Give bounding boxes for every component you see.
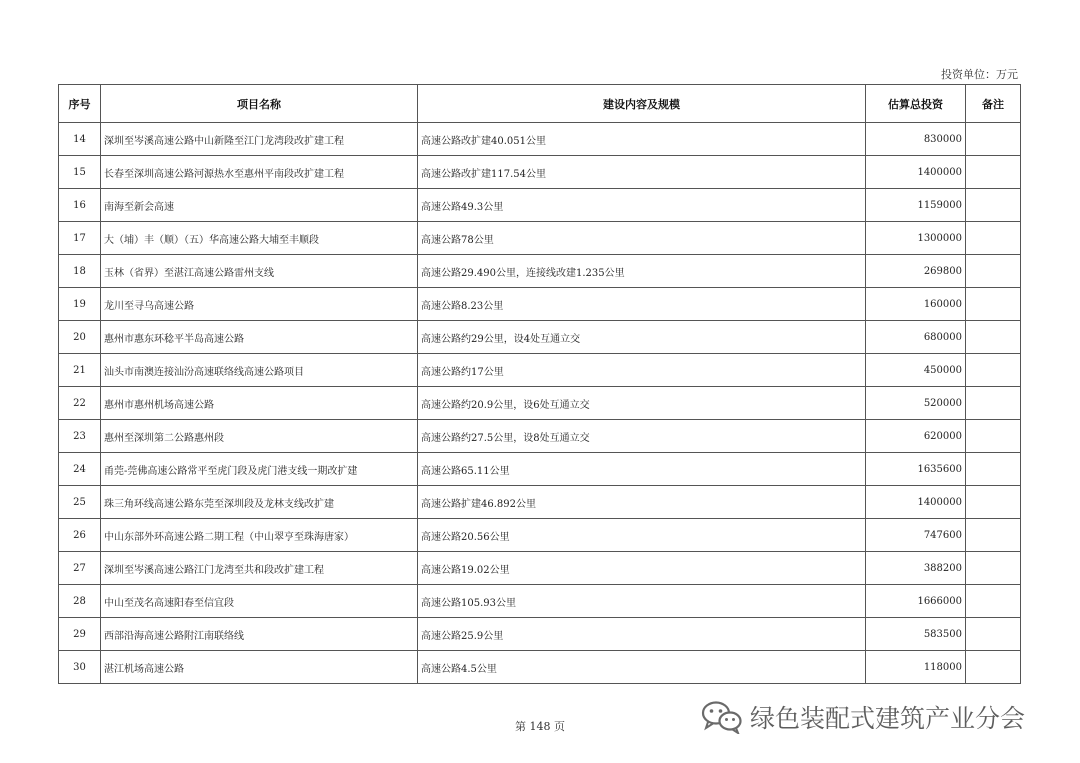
cell-estimated-investment: 1400000 — [866, 486, 966, 519]
cell-construction-scope: 高速公路4.5公里 — [418, 651, 866, 684]
cell-seq: 25 — [59, 486, 101, 519]
header-seq: 序号 — [59, 85, 101, 123]
cell-project-name: 深圳至岑溪高速公路江门龙湾至共和段改扩建工程 — [101, 552, 418, 585]
cell-note — [966, 255, 1021, 288]
table-row — [59, 321, 1021, 354]
cell-note — [966, 321, 1021, 354]
watermark — [700, 699, 1025, 735]
cell-estimated-investment: 1159000 — [866, 189, 966, 222]
cell-project-name: 惠州至深圳第二公路惠州段 — [101, 420, 418, 453]
cell-construction-scope: 高速公路约29公里，设4处互通立交 — [418, 321, 866, 354]
cell-construction-scope: 高速公路8.23公里 — [418, 288, 866, 321]
cell-project-name: 中山东部外环高速公路二期工程（中山翠亨至珠海唐家） — [101, 519, 418, 552]
cell-construction-scope: 高速公路105.93公里 — [418, 585, 866, 618]
cell-seq: 27 — [59, 552, 101, 585]
cell-seq: 29 — [59, 618, 101, 651]
cell-construction-scope: 高速公路20.56公里 — [418, 519, 866, 552]
cell-seq: 14 — [59, 123, 101, 156]
cell-construction-scope: 高速公路改扩建40.051公里 — [418, 123, 866, 156]
cell-note — [966, 354, 1021, 387]
cell-seq: 18 — [59, 255, 101, 288]
table-row — [59, 453, 1021, 486]
cell-project-name: 甬莞-莞佛高速公路常平至虎门段及虎门港支线一期改扩建 — [101, 453, 418, 486]
cell-construction-scope: 高速公路29.490公里，连接线改建1.235公里 — [418, 255, 866, 288]
cell-project-name: 中山至茂名高速阳春至信宜段 — [101, 585, 418, 618]
page-number: 第 148 页 — [515, 720, 565, 733]
header-project-name: 项目名称 — [101, 85, 418, 123]
cell-project-name: 惠州市惠东环稔平半岛高速公路 — [101, 321, 418, 354]
cell-note — [966, 387, 1021, 420]
cell-estimated-investment: 583500 — [866, 618, 966, 651]
cell-estimated-investment: 747600 — [866, 519, 966, 552]
cell-estimated-investment: 830000 — [866, 123, 966, 156]
table-row — [59, 519, 1021, 552]
table-row — [59, 618, 1021, 651]
cell-construction-scope: 高速公路约17公里 — [418, 354, 866, 387]
header-construction-scope: 建设内容及规模 — [418, 85, 866, 123]
wechat-icon — [700, 700, 744, 734]
cell-note — [966, 123, 1021, 156]
cell-note — [966, 156, 1021, 189]
table-row — [59, 255, 1021, 288]
cell-project-name: 玉林（省界）至湛江高速公路雷州支线 — [101, 255, 418, 288]
cell-project-name: 南海至新会高速 — [101, 189, 418, 222]
table-row — [59, 288, 1021, 321]
cell-estimated-investment: 1400000 — [866, 156, 966, 189]
cell-note — [966, 651, 1021, 684]
cell-project-name: 西部沿海高速公路附江南联络线 — [101, 618, 418, 651]
table-row — [59, 420, 1021, 453]
cell-construction-scope: 高速公路改扩建117.54公里 — [418, 156, 866, 189]
cell-note — [966, 288, 1021, 321]
table-row — [59, 585, 1021, 618]
cell-seq: 20 — [59, 321, 101, 354]
cell-seq: 22 — [59, 387, 101, 420]
cell-note — [966, 453, 1021, 486]
cell-project-name: 深圳至岑溪高速公路中山新隆至江门龙湾段改扩建工程 — [101, 123, 418, 156]
cell-construction-scope: 高速公路扩建46.892公里 — [418, 486, 866, 519]
table-row — [59, 552, 1021, 585]
cell-construction-scope: 高速公路19.02公里 — [418, 552, 866, 585]
table-row — [59, 387, 1021, 420]
cell-construction-scope: 高速公路65.11公里 — [418, 453, 866, 486]
table-row — [59, 651, 1021, 684]
cell-seq: 17 — [59, 222, 101, 255]
cell-estimated-investment: 1635600 — [866, 453, 966, 486]
table-row — [59, 222, 1021, 255]
cell-note — [966, 420, 1021, 453]
table-header-row — [59, 85, 1021, 123]
cell-project-name: 大（埔）丰（顺）（五）华高速公路大埔至丰顺段 — [101, 222, 418, 255]
cell-estimated-investment: 1666000 — [866, 585, 966, 618]
cell-construction-scope: 高速公路约20.9公里，设6处互通立交 — [418, 387, 866, 420]
cell-estimated-investment: 160000 — [866, 288, 966, 321]
cell-estimated-investment: 388200 — [866, 552, 966, 585]
cell-seq: 23 — [59, 420, 101, 453]
table-body — [59, 123, 1021, 684]
table-row — [59, 189, 1021, 222]
cell-seq: 28 — [59, 585, 101, 618]
watermark-text: 绿色装配式建筑产业分会 — [750, 704, 1026, 733]
cell-estimated-investment: 269800 — [866, 255, 966, 288]
header-note: 备注 — [966, 85, 1021, 123]
cell-seq: 26 — [59, 519, 101, 552]
project-table — [58, 84, 1021, 684]
investment-unit-label: 投资单位：万元 — [941, 68, 1018, 81]
table-row — [59, 156, 1021, 189]
cell-construction-scope: 高速公路78公里 — [418, 222, 866, 255]
cell-project-name: 珠三角环线高速公路东莞至深圳段及龙林支线改扩建 — [101, 486, 418, 519]
cell-note — [966, 189, 1021, 222]
cell-estimated-investment: 450000 — [866, 354, 966, 387]
cell-note — [966, 519, 1021, 552]
table-row — [59, 486, 1021, 519]
cell-project-name: 湛江机场高速公路 — [101, 651, 418, 684]
cell-construction-scope: 高速公路25.9公里 — [418, 618, 866, 651]
cell-note — [966, 222, 1021, 255]
cell-estimated-investment: 1300000 — [866, 222, 966, 255]
cell-estimated-investment: 118000 — [866, 651, 966, 684]
cell-construction-scope: 高速公路约27.5公里，设8处互通立交 — [418, 420, 866, 453]
table-row — [59, 123, 1021, 156]
cell-seq: 16 — [59, 189, 101, 222]
cell-seq: 15 — [59, 156, 101, 189]
table-row — [59, 354, 1021, 387]
cell-seq: 30 — [59, 651, 101, 684]
cell-seq: 24 — [59, 453, 101, 486]
cell-seq: 19 — [59, 288, 101, 321]
cell-project-name: 长春至深圳高速公路河源热水至惠州平南段改扩建工程 — [101, 156, 418, 189]
cell-note — [966, 618, 1021, 651]
cell-note — [966, 552, 1021, 585]
cell-estimated-investment: 520000 — [866, 387, 966, 420]
cell-project-name: 惠州市惠州机场高速公路 — [101, 387, 418, 420]
cell-estimated-investment: 680000 — [866, 321, 966, 354]
header-estimated-investment: 估算总投资 — [866, 85, 966, 123]
cell-project-name: 龙川至寻乌高速公路 — [101, 288, 418, 321]
cell-project-name: 汕头市南澳连接汕汾高速联络线高速公路项目 — [101, 354, 418, 387]
cell-seq: 21 — [59, 354, 101, 387]
cell-construction-scope: 高速公路49.3公里 — [418, 189, 866, 222]
cell-estimated-investment: 620000 — [866, 420, 966, 453]
cell-note — [966, 486, 1021, 519]
cell-note — [966, 585, 1021, 618]
